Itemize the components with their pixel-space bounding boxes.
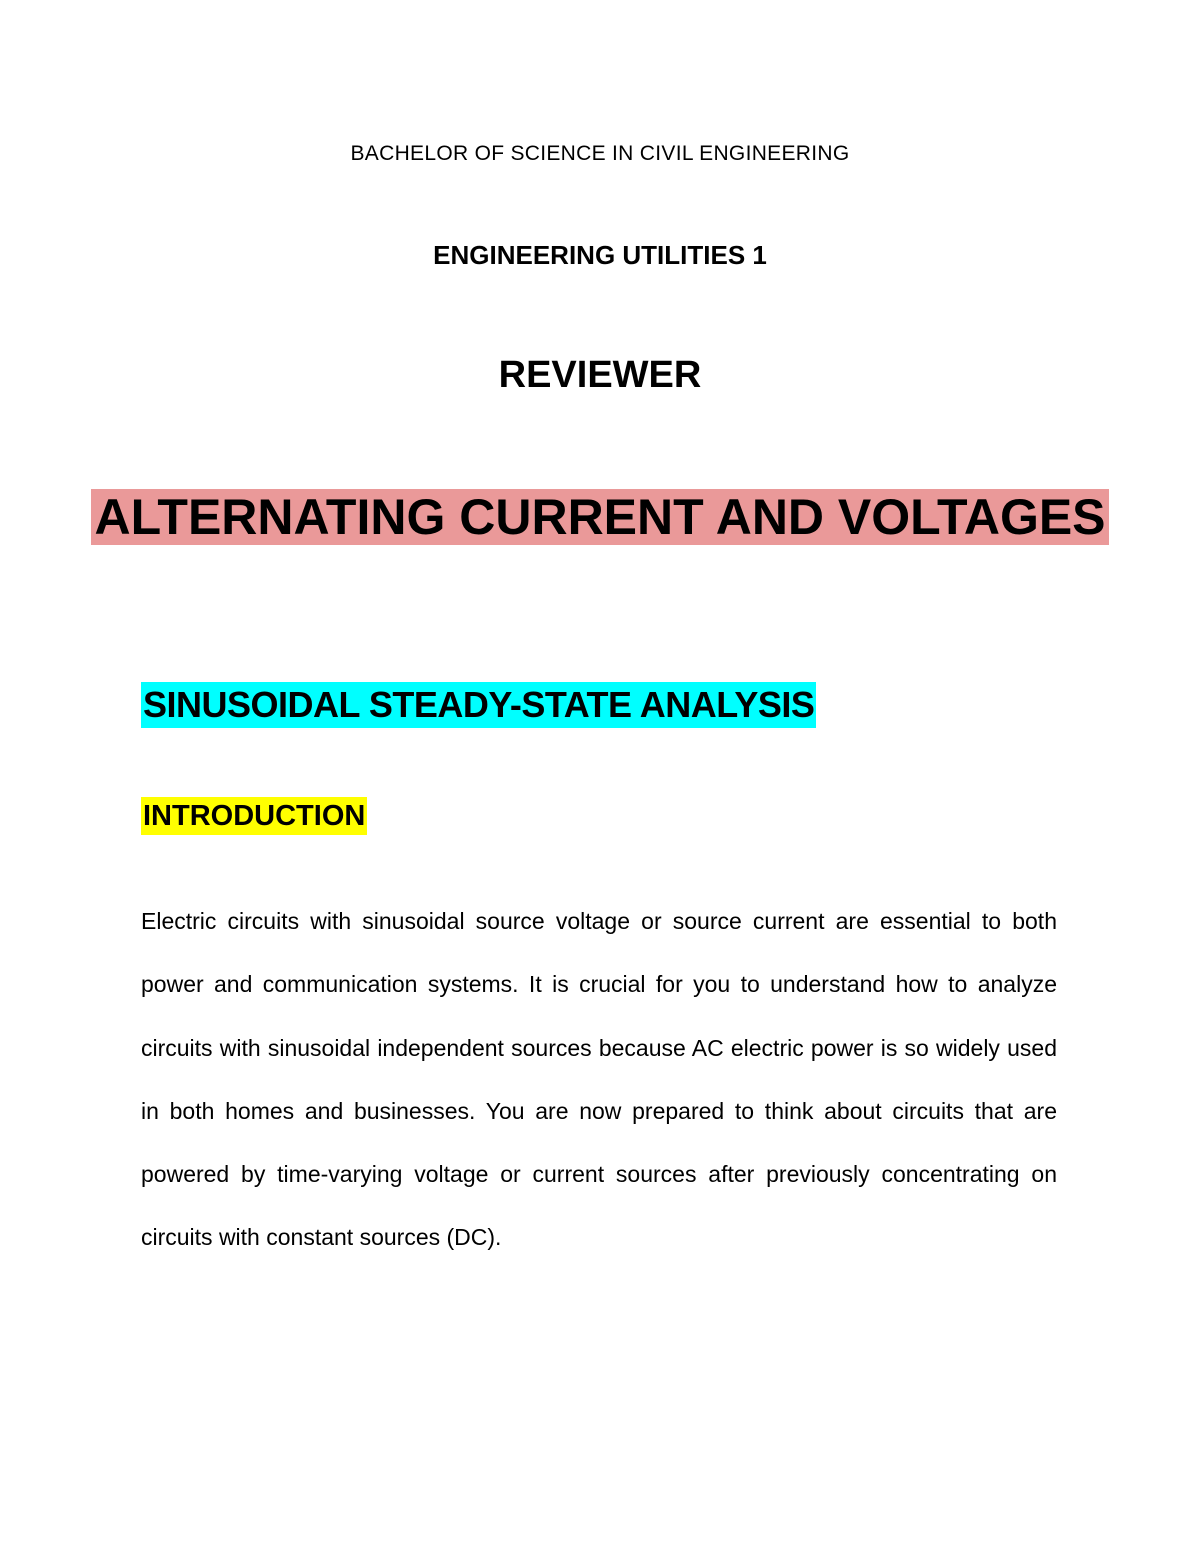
program-title: BACHELOR OF SCIENCE IN CIVIL ENGINEERING	[350, 142, 850, 165]
topic-title: ALTERNATING CURRENT AND VOLTAGES	[91, 489, 1108, 545]
topic-title-block	[0, 488, 1200, 547]
section-heading: SINUSOIDAL STEADY-STATE ANALYSIS	[141, 682, 816, 728]
body-paragraph: Electric circuits with sinusoidal source voltage or source current are essential to both power and communication systems. It is crucial for you to understand how to analyze circuits with sinusoidal independent sources because AC electric power is so widely used in both homes and businesses. You are now prepared to think about circuits that are powered by time-varying voltage or current sources after previously concentrating on circuits with constant sources (DC).	[141, 908, 1057, 1251]
subsection-heading: INTRODUCTION	[141, 797, 367, 835]
course-title: ENGINEERING UTILITIES 1	[433, 240, 767, 270]
document-type-title: REVIEWER	[498, 354, 702, 396]
